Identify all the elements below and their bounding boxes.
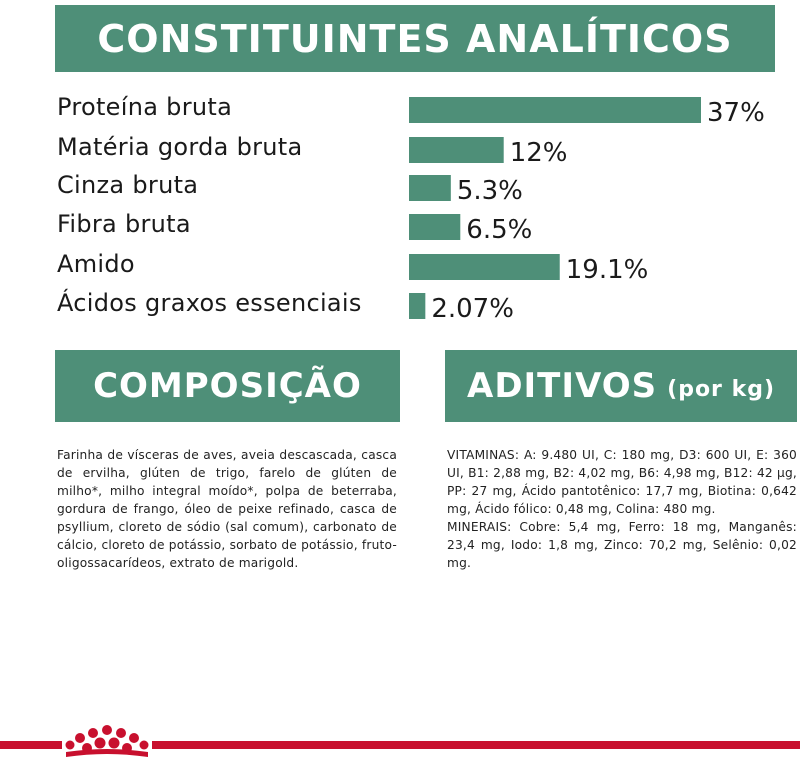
category-label: Proteína bruta <box>57 93 233 121</box>
additives-header <box>445 350 797 422</box>
additives-title: ADITIVOS <box>467 366 658 406</box>
bar-value-label: 19.1% <box>565 255 649 285</box>
vitamins-text: VITAMINAS: A: 9.480 UI, C: 180 mg, D3: 600 UI, E: 360 UI, B1: 2,88 mg, B2: 4,02 mg, B6: 4,98 mg, B12: 42 µg, PP: 27 mg, Ácido pantotênico: 17,7 mg, Biotina: 0,642 mg, Ácido fólico: 0,48 mg, Colina: 480 mg. <box>447 448 797 516</box>
brand-crown-icon <box>64 724 150 760</box>
composition-title: COMPOSIÇÃO <box>93 366 362 406</box>
category-label: Matéria gorda bruta <box>57 133 303 161</box>
category-label: Ácidos graxos essenciais <box>57 289 362 317</box>
composition-text: Farinha de vísceras de aves, aveia descascada, casca de ervilha, glúten de trigo, farelo de glúten de milho*, milho integral moído*, polpa de beterraba, gordura de frango, óleo de peixe refinado, casca de psyllium, cloreto de sódio (sal comum), carbonato de cálcio, cloreto de potássio, sorbato de potássio, fruto-oligossacarídeos, extrato de marigold. <box>57 448 397 570</box>
analytical-constituents-header <box>55 5 775 72</box>
bar <box>409 254 560 280</box>
footer-red-line-right <box>152 741 800 749</box>
category-label: Cinza bruta <box>57 171 199 199</box>
additives-text <box>447 446 797 572</box>
composition-header <box>55 350 400 422</box>
bar <box>409 293 425 319</box>
minerals-text: MINERAIS: Cobre: 5,4 mg, Ferro: 18 mg, Manganês: 23,4 mg, Iodo: 1,8 mg, Zinco: 70,2 mg, Selênio: 0,02 mg. <box>447 520 797 570</box>
bar <box>409 97 701 123</box>
category-label: Fibra bruta <box>57 210 191 238</box>
nutrient-bar-chart <box>400 90 800 340</box>
bar <box>409 137 504 163</box>
bar-value-label: 5.3% <box>456 176 523 206</box>
additives-per-kg-note: (por kg) <box>667 376 775 402</box>
footer-red-line-left <box>0 741 62 749</box>
bar-value-label: 37% <box>707 98 765 128</box>
bar-value-label: 2.07% <box>431 294 514 324</box>
bar <box>409 175 451 201</box>
bar-value-label: 6.5% <box>466 215 533 245</box>
bar-value-label: 12% <box>509 138 568 168</box>
category-label: Amido <box>57 250 135 278</box>
bar <box>409 214 460 240</box>
analytical-constituents-title: CONSTITUINTES ANALÍTICOS <box>97 16 733 61</box>
